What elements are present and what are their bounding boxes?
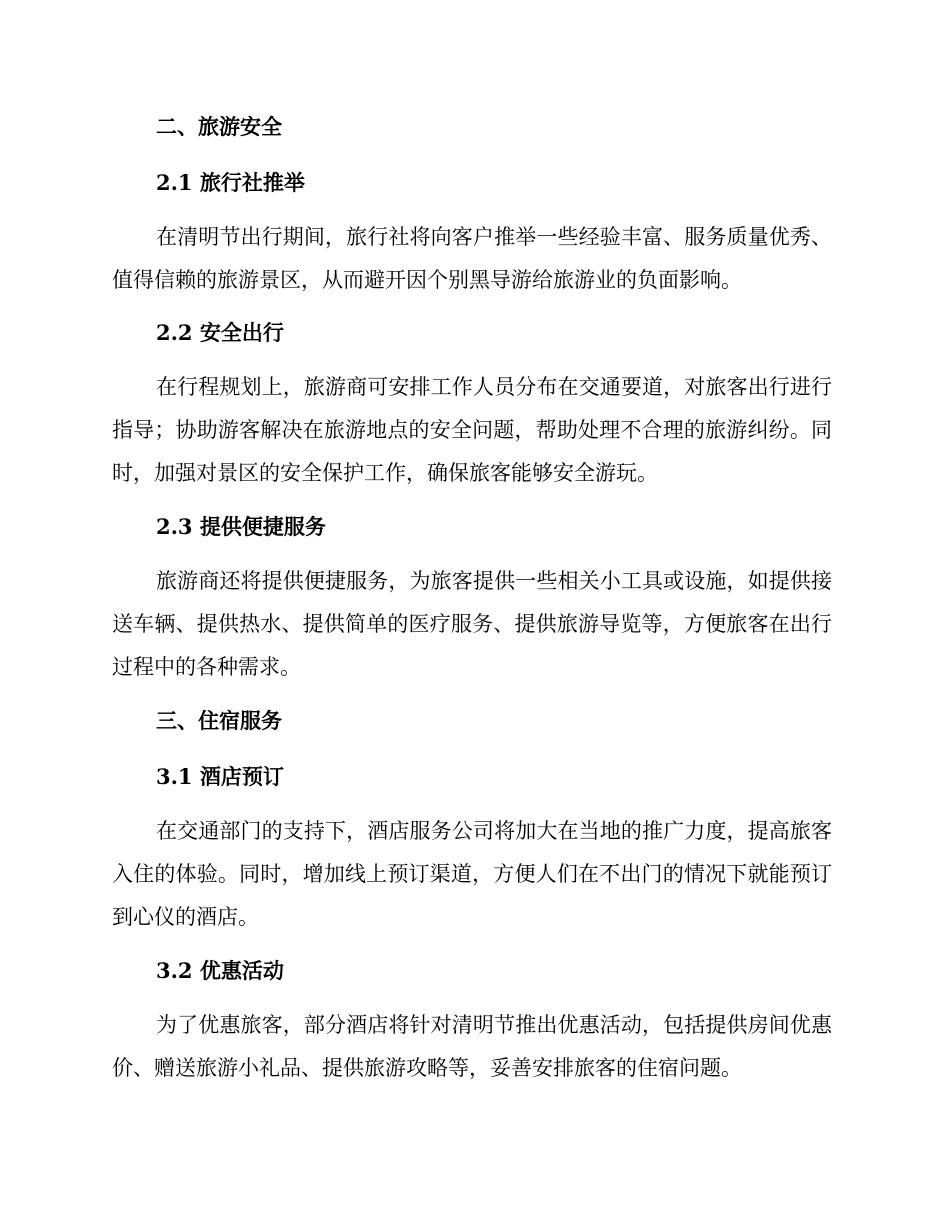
subsection-heading-2-3: 2.3 提供便捷服务 [156,514,326,539]
subsection-heading-3-1: 3.1 酒店预订 [156,764,284,789]
paragraph-2-3: 旅游商还将提供便捷服务，为旅客提供一些相关小工具或设施，如提供接送车辆、提供热水、提供简单的医疗服务、提供旅游导览等，方便旅客在出行过程中的各种需求。 [112,569,832,679]
paragraph-3-2: 为了优惠旅客，部分酒店将针对清明节推出优惠活动，包括提供房间优惠价、赠送旅游小礼品、提供旅游攻略等，妥善安排旅客的住宿问题。 [112,1013,832,1080]
paragraph-2-2: 在行程规划上，旅游商可安排工作人员分布在交通要道，对旅客出行进行指导；协助游客解决在旅游地点的安全问题，帮助处理不合理的旅游纠纷。同时，加强对景区的安全保护工作，确保旅客能够安全游玩。 [112,375,832,485]
paragraph-2-1: 在清明节出行期间，旅行社将向客户推举一些经验丰富、服务质量优秀、值得信赖的旅游景区，从而避开因个别黑导游给旅游业的负面影响。 [112,225,832,292]
section-heading-travel-safety: 二、旅游安全 [156,114,282,139]
subsection-heading-2-2: 2.2 安全出行 [156,320,284,345]
paragraph-3-1: 在交通部门的支持下，酒店服务公司将加大在当地的推广力度，提高旅客入住的体验。同时，增加线上预订渠道，方便人们在不出门的情况下就能预订到心仪的酒店。 [112,819,832,929]
subsection-heading-2-1: 2.1 旅行社推举 [156,170,305,195]
section-heading-accommodation: 三、住宿服务 [156,708,282,733]
subsection-heading-3-2: 3.2 优惠活动 [156,958,284,983]
